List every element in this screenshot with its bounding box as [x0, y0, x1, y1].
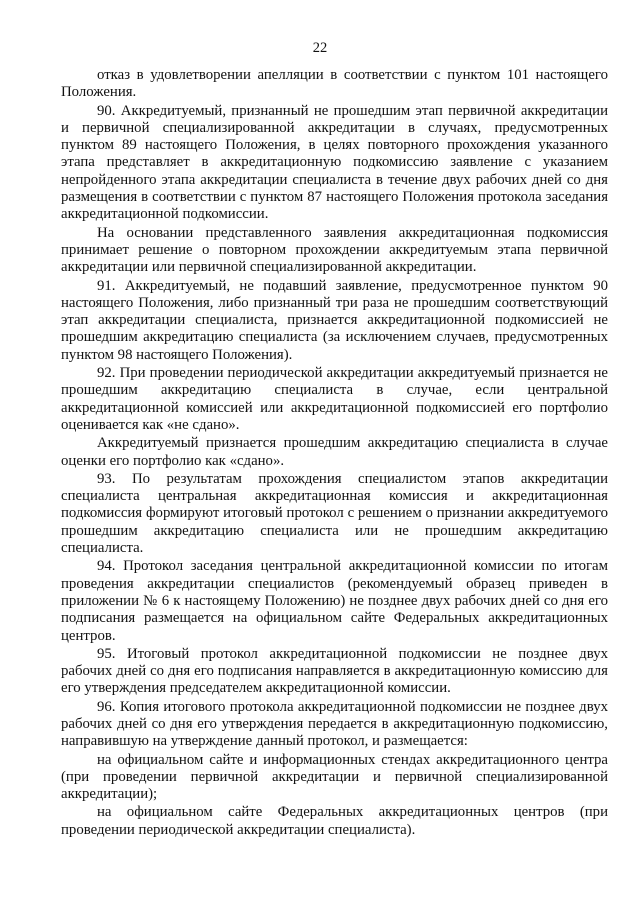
paragraph-91: 91. Аккредитуемый, не подавший заявление, предусмотренное пунктом 90 настоящего Положения, либо признанный три раза не прошедшим соответствующий этап аккредитации специалиста, признается аккредитационной подкомиссией не прошедшим аккредитацию специалиста (за исключением случаев, предусмотренных пунктом 98 настоящего Положения). [61, 277, 608, 363]
paragraph-95: 95. Итоговый протокол аккредитационной подкомиссии не позднее двух рабочих дней со дня его подписания направляется в аккредитационную комиссию для его утверждения председателем аккредитационной комиссии. [61, 645, 608, 697]
paragraph-92-passed: Аккредитуемый признается прошедшим аккредитацию специалиста в случае оценки его портфолио как «сдано». [61, 435, 608, 469]
paragraph-90: 90. Аккредитуемый, признанный не прошедшим этап первичной аккредитации и первичной специализированной аккредитации в случаях, предусмотренных пунктом 89 настоящего Положения, в целях повторного прохождения указанного этапа представляет в аккредитационную подкомиссию заявление с указанием непройденного этапа аккредитации специалиста в течение двух рабочих дней со дня размещения в соответствии с пунктом 87 настоящего Положения протокола заседания аккредитационной подкомиссии. [61, 102, 608, 223]
paragraph-96: 96. Копия итогового протокола аккредитационной подкомиссии не позднее двух рабочих дней со дня его утверждения передается в аккредитационную подкомиссию, направившую на утверждение данный протокол, и размещается: [61, 698, 608, 750]
paragraph-96-item-2: на официальном сайте Федеральных аккредитационных центров (при проведении периодической аккредитации специалиста). [61, 804, 608, 838]
paragraph-continuation: отказ в удовлетворении апелляции в соответствии с пунктом 101 настоящего Положения. [61, 67, 608, 101]
paragraph-96-item-1: на официальном сайте и информационных стендах аккредитационного центра (при проведении первичной аккредитации и первичной специализированной аккредитации); [61, 751, 608, 803]
paragraph-90-decision: На основании представленного заявления аккредитационная подкомиссия принимает решение о повторном прохождении аккредитуемым этапа первичной аккредитации или первичной специализированной аккредитации. [61, 224, 608, 276]
page-number: 22 [312, 40, 328, 56]
paragraph-93: 93. По результатам прохождения специалистом этапов аккредитации специалиста центральная аккредитационная комиссия и аккредитационная подкомиссия формируют итоговый протокол с решением о признании аккредитуемого прошедшим аккредитацию специалиста или не прошедшим аккредитацию специалиста. [61, 470, 608, 557]
paragraph-92: 92. При проведении периодической аккредитации аккредитуемый признается не прошедшим аккредитацию специалиста в случае, если центральной аккредитационной комиссией или аккредитационной подкомиссией его портфолио оценивается как «не сдано». [61, 365, 608, 433]
document-body [61, 67, 608, 840]
paragraph-94: 94. Протокол заседания центральной аккредитационной комиссии по итогам проведения аккредитации специалистов (рекомендуемый образец приведен в приложении № 6 к настоящему Положению) не позднее двух рабочих дней со дня его подписания размещается на официальном сайте Федеральных аккредитационных центров. [61, 558, 608, 644]
